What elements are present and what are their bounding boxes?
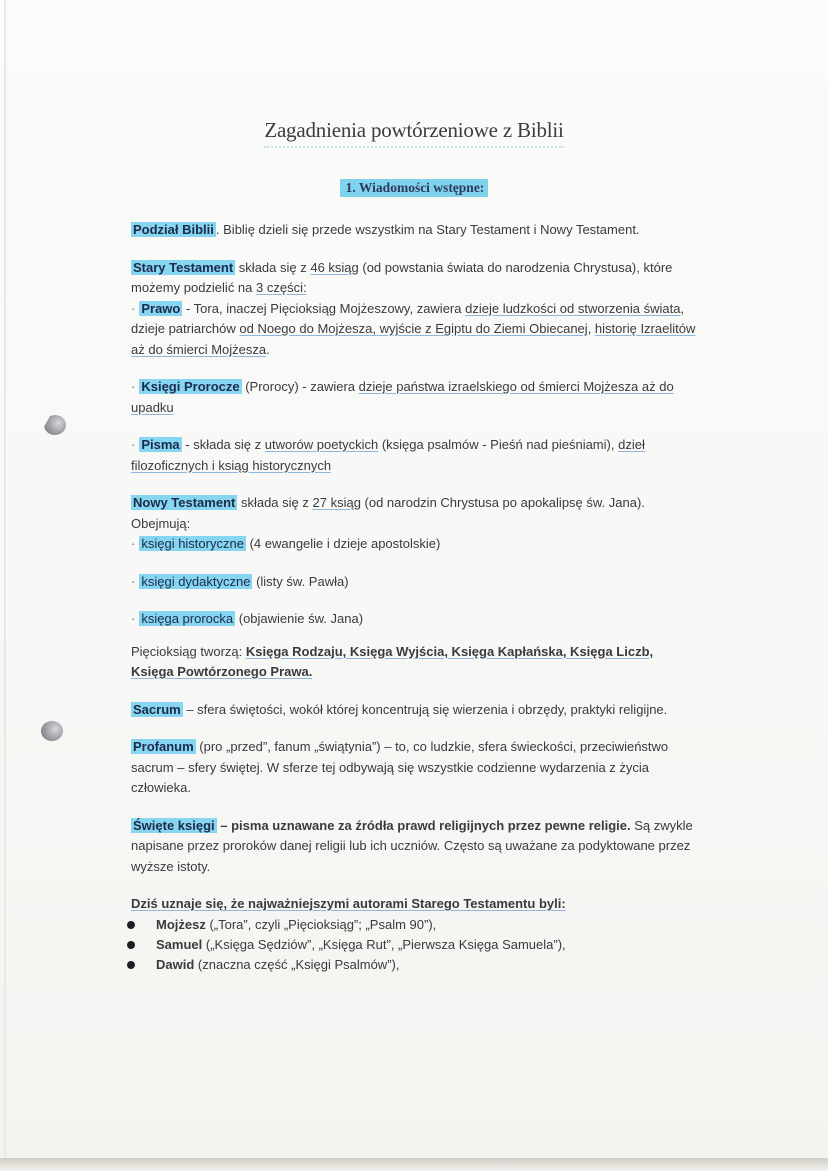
term-highlight: Nowy Testament [133, 495, 236, 510]
punch-hole-icon [41, 721, 63, 741]
authors-heading: Dziś uznaje się, że najważniejszymi autorami Starego Testamentu byli: [131, 896, 566, 911]
term-highlight: księga prorocka [141, 611, 234, 626]
punch-hole-icon [44, 415, 66, 435]
term-highlight: Księgi Prorocze [141, 379, 240, 394]
section-heading: 1. Wiadomości wstępne: [0, 180, 828, 196]
paragraph-sacrum: Sacrum – sfera świętości, wokół której koncentrują się wierzenia i obrzędy, praktyki religijne. [133, 701, 668, 717]
bullet-dot-icon: · [131, 379, 136, 394]
authors-list [131, 915, 696, 975]
term-highlight: księgi historyczne [141, 536, 244, 551]
paragraph-stary-testament: Stary Testament składa się z 46 ksiąg (od powstania świata do narodzenia Chrystusa), które możemy podzielić na 3 części: [131, 259, 673, 295]
paragraph-profanum: Profanum (pro „przed”, fanum „świątynia”) – to, co ludzkie, sfera świeckości, przeciwieństwo sacrum – sfery świętej. W sferze tej odbywają się wszystkie codzienne wydarzenia z życia człowieka. [131, 739, 669, 795]
list-item: · księgi dydaktyczne (listy św. Pawła) [131, 573, 349, 589]
list-item: Dawid (znaczna część „Księgi Psalmów”), [131, 955, 696, 975]
page-bottom-shadow [0, 1158, 828, 1171]
list-item: · księga prorocka (objawienie św. Jana) [131, 611, 364, 626]
term-highlight: Podział Biblii [133, 222, 214, 237]
bullet-dot-icon: · [131, 611, 136, 626]
term-highlight: księgi dydaktyczne [141, 573, 251, 589]
list-item: Samuel („Księga Sędziów”, „Księga Rut”, „Pierwsza Księga Samuela”), [131, 935, 696, 955]
term-highlight: Profanum [133, 739, 194, 754]
list-item: Mojżesz („Tora”, czyli „Pięcioksiąg”; „Psalm 90”), [131, 915, 696, 935]
document-body [131, 220, 696, 975]
term-highlight: Święte księgi [133, 817, 215, 833]
bullet-dot-icon: · [131, 437, 136, 452]
list-item-prawo: · Prawo - Tora, inaczej Pięcioksiąg Mojżeszowy, zawiera dzieje ludzkości od stworzenia świata, dzieje patriarchów od Noego do Mojżesza, wyjście z Egiptu do Ziemi Obiecanej, historię Izraelitów aż do śmierci Mojżesza. [131, 300, 696, 357]
bullet-dot-icon: · [131, 573, 136, 589]
list-item-pisma: · Pisma - składa się z utworów poetyckich (księga psalmów - Pieśń nad pieśniami), dzieł filozoficznych i ksiąg historycznych [131, 437, 645, 473]
term-highlight: Pisma [141, 437, 180, 452]
term-highlight: Prawo [141, 300, 181, 316]
document-title: Zagadnienia powtórzeniowe z Biblii [0, 118, 828, 148]
term-highlight: Sacrum [133, 701, 181, 717]
bullet-dot-icon: · [131, 300, 136, 316]
paragraph-swiete-ksiegi: Święte księgi – pisma uznawane za źródła prawd religijnych przez pewne religie. Są zwykle napisane przez proroków danej religii lub ich uczniów. Często są uważane za podyktowane przez wyższe istoty. [131, 817, 693, 874]
paragraph-podzial: Podział Biblii . Biblię dzieli się przede wszystkim na Stary Testament i Nowy Testament. [133, 222, 640, 237]
list-item: · księgi historyczne (4 ewangelie i dzieje apostolskie) [131, 536, 441, 551]
paragraph-pieciksiag: Pięcioksiąg tworzą: Księga Rodzaju, Księga Wyjścia, Księga Kapłańska, Księga Liczb, Księga Powtórzonego Prawa. [131, 643, 654, 679]
list-item-prorocze: · Księgi Prorocze (Prorocy) - zawiera dzieje państwa izraelskiego od śmierci Mojżesza aż do upadku [131, 379, 674, 415]
page-edge [4, 0, 6, 1160]
bullet-dot-icon: · [131, 536, 136, 551]
paragraph-nowy-testament: Nowy Testament składa się z 27 ksiąg (od narodzin Chrystusa po apokalipsę św. Jana). Obejmują: [131, 495, 645, 531]
term-highlight: Stary Testament [133, 259, 234, 275]
